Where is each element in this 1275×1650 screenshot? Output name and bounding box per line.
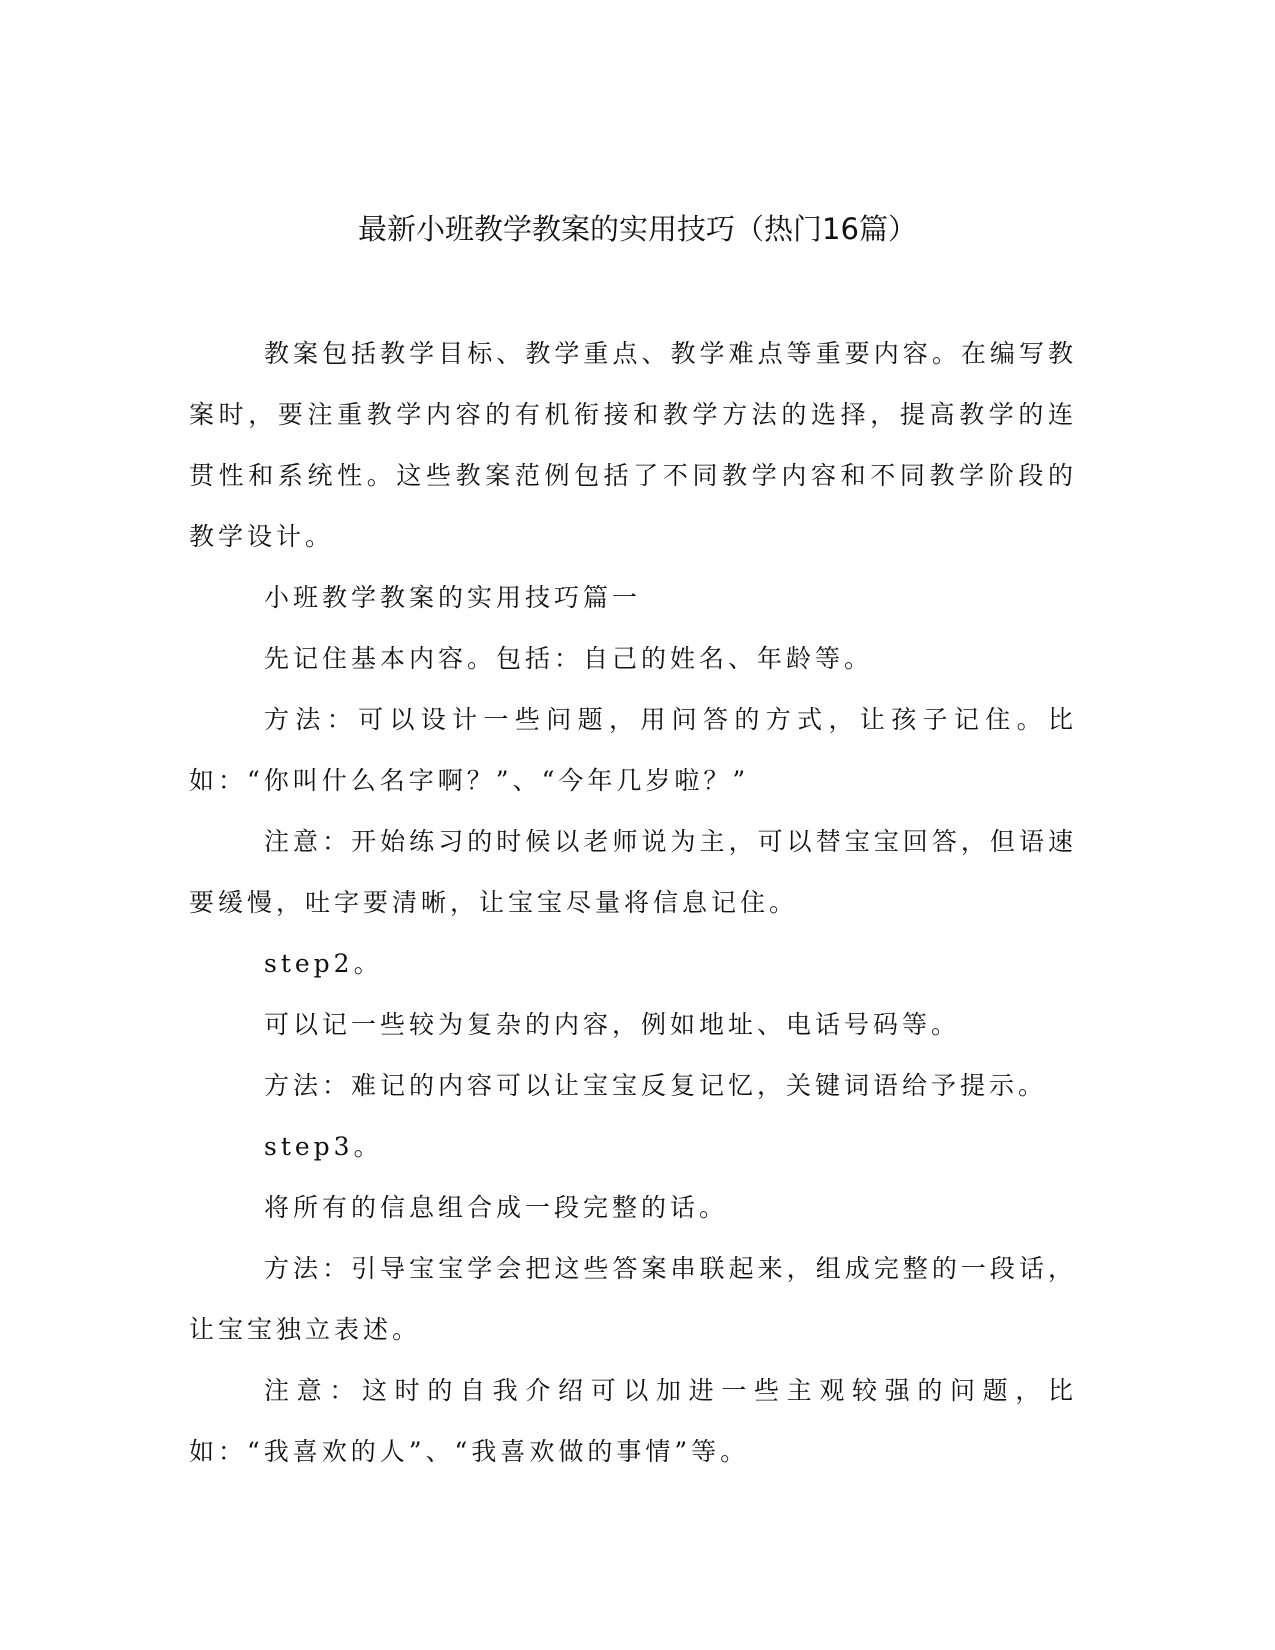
- intro-paragraph: 教案包括教学目标、教学重点、教学难点等重要内容。在编写教案时，要注重教学内容的有机衔接和教学方法的选择，提高教学的连贯性和系统性。这些教案范例包括了不同教学内容和不同教学阶段的教学设计。: [189, 339, 1077, 551]
- document-title: 最新小班教学教案的实用技巧（热门16篇）: [358, 212, 917, 246]
- body-paragraph: 可以记一些较为复杂的内容，例如地址、电话号码等。: [264, 1010, 961, 1039]
- step-label: step3。: [264, 1132, 383, 1161]
- step-label: step2。: [264, 949, 383, 978]
- body-paragraph: 先记住基本内容。包括：自己的姓名、年龄等。: [264, 644, 874, 673]
- section-heading: 小班教学教案的实用技巧篇一: [264, 583, 642, 612]
- body-paragraph: 方法：可以设计一些问题，用问答的方式，让孩子记住。比如：“你叫什么名字啊？”、“今年几岁啦？”: [189, 705, 1077, 795]
- body-paragraph: 注意：这时的自我介绍可以加进一些主观较强的问题，比如：“我喜欢的人”、“我喜欢做的事情”等。: [189, 1376, 1077, 1466]
- body-paragraph: 方法：引导宝宝学会把这些答案串联起来，组成完整的一段话，让宝宝独立表述。: [189, 1254, 1077, 1344]
- body-paragraph: 方法：难记的内容可以让宝宝反复记忆，关键词语给予提示。: [264, 1071, 1048, 1100]
- body-paragraph: 将所有的信息组合成一段完整的话。: [264, 1193, 729, 1222]
- body-paragraph: 注意：开始练习的时候以老师说为主，可以替宝宝回答，但语速要缓慢，吐字要清晰，让宝宝尽量将信息记住。: [189, 827, 1077, 917]
- document-body: [189, 323, 1077, 1482]
